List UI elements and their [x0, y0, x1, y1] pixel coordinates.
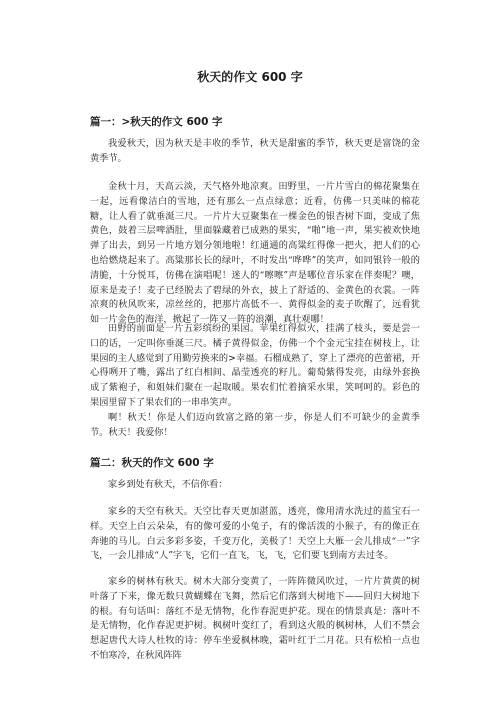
- paragraph: 啊！秋天！你是人们迈向致富之路的第一步，你是人们不可缺少的金黄季节。秋天！我爱你！: [90, 412, 420, 438]
- paragraph: 金秋十月，天高云淡，天气格外地凉爽。田野里，一片片雪白的棉花聚集在一起，远看像洁白的雪地，还有那么一点点绿意；近看，仿佛一只美味的棉花糖，让人看了就垂涎三尺。一片片大豆聚集在一棵金色的银杏树下面，变成了焦黄色，鼓着三层啤酒肚，里面躲藏着已成熟的果实，“啪”地一声，果实被欢快地弹了出去，到另一片地方划分领地啦！红通通的高粱红得像一把火，把人们的心也给燃烧起来了。高粱那长长的绿叶，不时发出“哗哗”的笑声，如同银铃一般的清脆，十分悦耳，仿佛在演唱呢！迷人的“嚓嚓”声是哪位音乐家在伴奏呢？噢，原来是麦子！麦子已经脱去了碧绿的外衣，披上了舒适的、金黄色的衣裳。一阵凉爽的秋风吹来，凉丝丝的，把那片高低不一、黄得似金的麦子吹醒了，远看犹如一片金色的海洋，掀起了一阵又一阵的浪潮，真壮观哪！: [90, 181, 420, 326]
- section-heading-2: 篇二：秋天的作文 600 字: [90, 457, 214, 469]
- document-title: 秋天的作文 600 字: [197, 70, 303, 84]
- paragraph: 田野的前面是一片五彩缤纷的果园。苹果红得似火，挂满了枝头，要是尝一口的话，一定叫你垂涎三尺。橘子黄得似金，仿佛一个个金元宝挂在树枝上，让果园的主人感觉到了用勤劳换来的>幸福。石榴成熟了，穿上了漂亮的芭蕾裙，开心得咧开了嘴，露出了红白相间、晶莹透亮的籽儿。葡萄紫得发亮，由绿外套换成了紫袍子，和姐妹们聚在一起取暖。果农们忙着摘采水果，笑呵呵的。彩色的果园里留下了果农们的一串串笑声。: [90, 323, 420, 408]
- paragraph: 家乡的天空有秋天。天空比春天更加湛蓝，透亮，像用清水洗过的蓝宝石一样。天空上白云朵朵，有的像可爱的小兔子，有的像活泼的小猴子，有的像正在奔驰的马儿。白云多彩多姿，千变万化，美极了！天空上大雁一会儿排成“一”字飞，一会儿排成“人”字飞，它们一直飞，飞，飞，它们要飞到南方去过冬。: [90, 506, 420, 562]
- paragraph: 家乡到处有秋天，不信你看：: [108, 479, 228, 490]
- paragraph: 家乡的树林有秋天。树木大部分变黄了，一阵阵微风吹过，一片片黄黄的树叶落了下来，像无数只黄蝴蝶在飞舞，然后它们落到大树地下——回归大树地下的根。有句话叫：落红不是无情物，化作春泥更护花。现在的情景真是：落叶不是无情物，化作春泥更护树。枫树叶变红了，看到这火般的枫树林，人们不禁会想起唐代大诗人杜牧的诗：停车坐爱枫林晚，霜叶红于二月花。只有松柏一点也不怕寒冷，在秋风阵阵: [90, 576, 420, 661]
- section-heading-1: 篇一：>秋天的作文 600 字: [90, 116, 223, 128]
- paragraph: 我爱秋天，因为秋天是丰收的季节，秋天是甜蜜的季节，秋天更是富饶的金黄季节。: [90, 138, 420, 164]
